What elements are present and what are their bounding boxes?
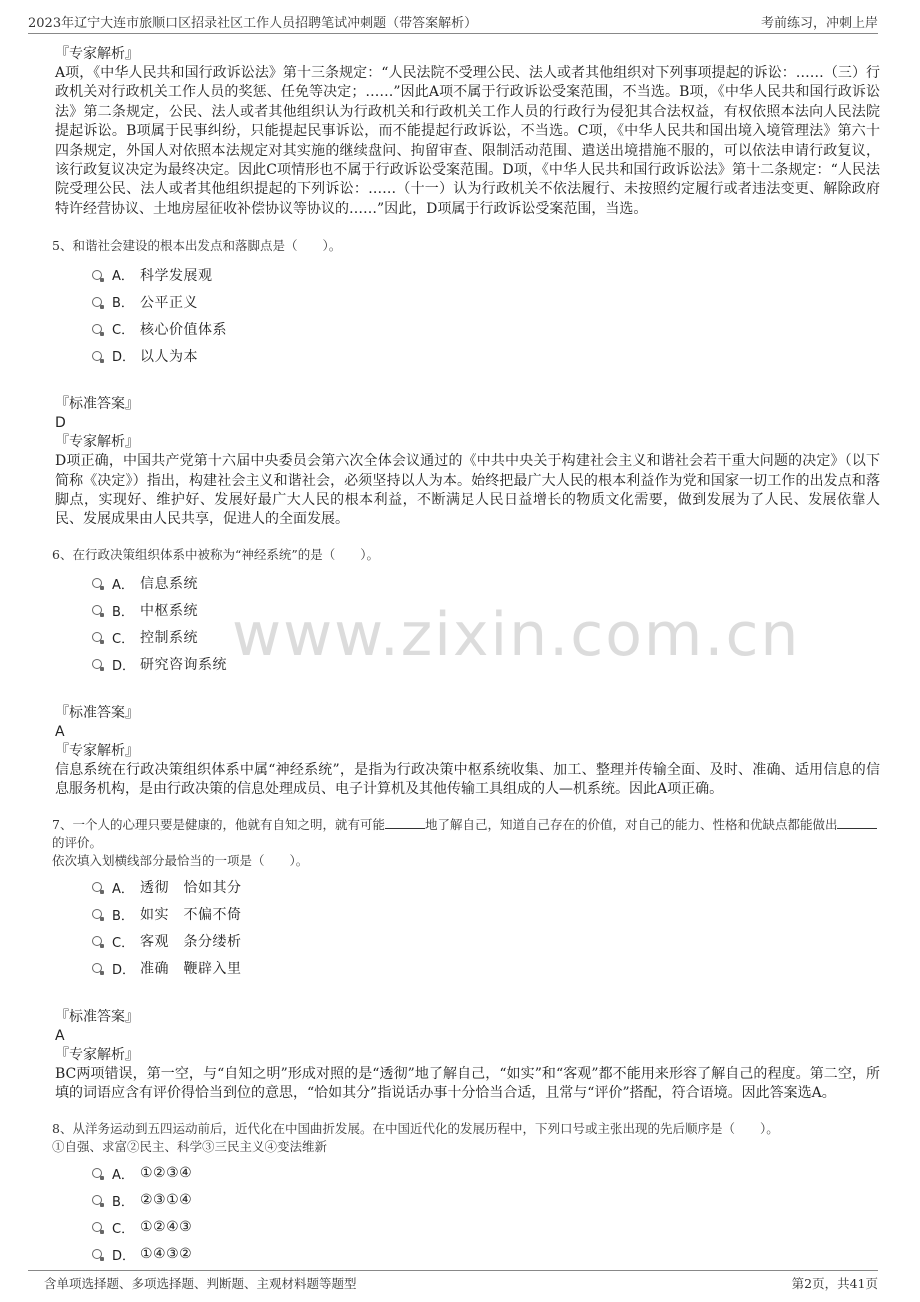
q7-question-part-b: 地了解自己，知道自己存在的价值，对自己的能力、性格和优缺点都能做出 [424, 816, 838, 832]
standard-answer-label: 『标准答案』 [55, 396, 139, 413]
q5-option-c[interactable] [55, 315, 880, 342]
radio-icon[interactable] [92, 1195, 102, 1205]
option-letter: C． [112, 935, 135, 951]
q5-option-a[interactable] [55, 261, 880, 288]
q8-question: 8、从洋务运动到五四运动前后，近代化在中国曲折发展。在中国近代化的发展历程中，下列口号或主张出现的先后顺序是（ ）。 [52, 1120, 779, 1136]
q7-option-a[interactable] [55, 874, 880, 901]
analysis-label: 『专家解析』 [55, 742, 139, 759]
footer-question-types: 含单项选择题、多项选择题、判断题、主观材料题等题型 [44, 1276, 357, 1291]
option-letter: B． [112, 1194, 134, 1210]
page-content [52, 45, 880, 1294]
option-letter: A． [112, 1167, 134, 1183]
fill-blank [837, 817, 877, 829]
header-divider [28, 33, 878, 34]
q8-options [55, 1160, 880, 1268]
radio-icon[interactable] [92, 297, 102, 307]
option-letter: A． [112, 577, 134, 593]
radio-icon[interactable] [92, 351, 102, 361]
option-letter: C． [112, 1221, 135, 1237]
option-text: ①②④③ [140, 1219, 193, 1235]
q6-question: 6、在行政决策组织体系中被称为“神经系统”的是（ ）。 [52, 546, 379, 562]
q7-instruction: 依次填入划横线部分最恰当的一项是（ ）。 [52, 852, 309, 868]
q5-analysis-text: D项正确，中国共产党第十六届中央委员会第六次全体会议通过的《中共中央关于构建社会主义和谐社会若干重大问题的决定》（以下简称《决定》）指出，构建社会主义和谐社会，必须坚持以人为本。始终把最广大人民的根本利益作为党和国家一切工作的出发点和落脚点，实现好、维护好、发展好最广大人民的根本利益，不断满足人民日益增长的物质文化需要，做到发展为了人民、发展依靠人民、发展成果由人民共享，促进人的全面发展。 [55, 453, 880, 528]
radio-icon[interactable] [92, 578, 102, 588]
q7-answer: A [55, 1027, 65, 1044]
option-letter: A． [112, 881, 134, 897]
radio-icon[interactable] [92, 1222, 102, 1232]
q7-options [55, 874, 880, 982]
option-text: 客观 条分缕析 [140, 934, 242, 951]
option-text: 控制系统 [140, 630, 198, 647]
q8-statements: ①自强、求富②民主、科学③三民主义④变法维新 [52, 1138, 328, 1154]
watermark: www.zixin.com.cn [232, 600, 801, 670]
option-text: 透彻 恰如其分 [140, 880, 242, 897]
analysis-label: 『专家解析』 [55, 46, 139, 62]
option-letter: D． [112, 350, 136, 366]
option-text: 研究咨询系统 [140, 657, 227, 674]
fill-blank [385, 817, 425, 829]
radio-icon[interactable] [92, 270, 102, 280]
option-text: ②③①④ [140, 1192, 193, 1208]
radio-icon[interactable] [92, 632, 102, 642]
radio-icon[interactable] [92, 936, 102, 946]
standard-answer-label: 『标准答案』 [55, 704, 139, 721]
q5-answer: D [55, 415, 66, 432]
radio-icon[interactable] [92, 1249, 102, 1259]
standard-answer-label: 『标准答案』 [55, 1008, 139, 1025]
q8-option-a[interactable] [55, 1160, 880, 1187]
option-text: 信息系统 [140, 576, 198, 593]
option-letter: D． [112, 962, 136, 978]
q7-option-c[interactable] [55, 928, 880, 955]
option-text: 中枢系统 [140, 603, 198, 620]
q7-option-d[interactable] [55, 955, 880, 982]
option-text: ①②③④ [140, 1165, 193, 1181]
option-letter: B． [112, 908, 134, 924]
option-text: 核心价值体系 [140, 321, 227, 338]
option-text: ①④③② [140, 1246, 193, 1262]
analysis-label: 『专家解析』 [55, 1046, 139, 1063]
radio-icon[interactable] [92, 1168, 102, 1178]
option-text: 准确 鞭辟入里 [140, 961, 242, 978]
option-letter: C． [112, 631, 135, 647]
option-text: 如实 不偏不倚 [140, 907, 242, 924]
radio-icon[interactable] [92, 963, 102, 973]
page-number: 第2页，共41页 [791, 1276, 878, 1291]
q8-option-d[interactable] [55, 1241, 880, 1268]
document-title: 2023年辽宁大连市旅顺口区招录社区工作人员招聘笔试冲刺题（带答案解析） [28, 16, 478, 31]
q6-option-c[interactable] [55, 624, 880, 651]
radio-icon[interactable] [92, 659, 102, 669]
q6-option-d[interactable] [55, 651, 880, 678]
q8-option-c[interactable] [55, 1214, 880, 1241]
footer-divider [28, 1270, 878, 1271]
q7-option-b[interactable] [55, 901, 880, 928]
q4-analysis-text: A项，《中华人民共和国行政诉讼法》第十三条规定：“人民法院不受理公民、法人或者其他组织对下列事项提起的诉讼：……（三）行政机关对行政机关工作人员的奖惩、任免等决定；……”因此A项不属于行政诉讼受案范围，不当选。B项，《中华人民共和国行政诉讼法》第二条规定，公民、法人或者其他组织认为行政机关和行政机关工作人员的行政行为侵犯其合法权益，有权依照本法向人民法院提起诉讼。B项属于民事纠纷，只能提起民事诉讼，而不能提起行政诉讼，不当选。C项，《中华人民共和国出境入境管理法》第六十四条规定，外国人对依照本法规定对其实施的继续盘问、拘留审查、限制活动范围、遣送出境措施不服的，可以依法申请行政复议，该行政复议决定为最终决定。因此C项情形也不属于行政诉讼受案范围。D项，《中华人民共和国行政诉讼法》第十二条规定：“人民法院受理公民、法人或者其他组织提起的下列诉讼：……（十一）认为行政机关不依法履行、未按照约定履行或者违法变更、解除政府特许经营协议、土地房屋征收补偿协议等协议的……”因此，D项属于行政诉讼受案范围，当选。 [55, 65, 880, 217]
page-header [0, 0, 920, 36]
option-letter: B． [112, 296, 134, 312]
q6-options [55, 570, 880, 678]
option-letter: D． [112, 658, 136, 674]
option-letter: B． [112, 604, 134, 620]
radio-icon[interactable] [92, 882, 102, 892]
option-letter: C． [112, 323, 135, 339]
option-text: 公平正义 [140, 294, 198, 311]
radio-icon[interactable] [92, 605, 102, 615]
q5-option-b[interactable] [55, 288, 880, 315]
q7-analysis-text: BC两项错误，第一空，与“自知之明”形成对照的是“透彻”地了解自己，“如实”和“客观”都不能用来形容了解自己的程度。第二空，所填的词语应含有评价得恰当到位的意思，“恰如其分”指说话办事十分恰当合适，且常与“评价”搭配，符合语境。因此答案选A。 [55, 1065, 880, 1102]
q5-option-d[interactable] [55, 342, 880, 369]
q8-option-b[interactable] [55, 1187, 880, 1214]
header-slogan: 考前练习，冲刺上岸 [760, 16, 878, 31]
q5-question: 5、和谐社会建设的根本出发点和落脚点是（ ）。 [52, 238, 342, 254]
option-text: 以人为本 [140, 348, 198, 365]
option-letter: D． [112, 1248, 136, 1264]
option-text: 科学发展观 [140, 267, 213, 284]
q6-analysis-text: 信息系统在行政决策组织体系中属“神经系统”，是指为行政决策中枢系统收集、加工、整理并传输全面、及时、准确、适用信息的信息服务机构，是由行政决策的信息处理成员、电子计算机及其他传输工具组成的人—机系统。因此A项正确。 [55, 761, 880, 798]
q6-answer: A [55, 723, 65, 740]
q7-question-part-a: 7、一个人的心理只要是健康的，他就有自知之明，就有可能 [52, 816, 385, 832]
q6-option-b[interactable] [55, 597, 880, 624]
option-letter: A． [112, 269, 134, 285]
radio-icon[interactable] [92, 324, 102, 334]
q6-option-a[interactable] [55, 570, 880, 597]
analysis-label: 『专家解析』 [55, 434, 139, 451]
q7-question-part-c: 的评价。 [52, 834, 103, 850]
radio-icon[interactable] [92, 909, 102, 919]
q5-options [55, 261, 880, 369]
q7-question [52, 816, 880, 852]
